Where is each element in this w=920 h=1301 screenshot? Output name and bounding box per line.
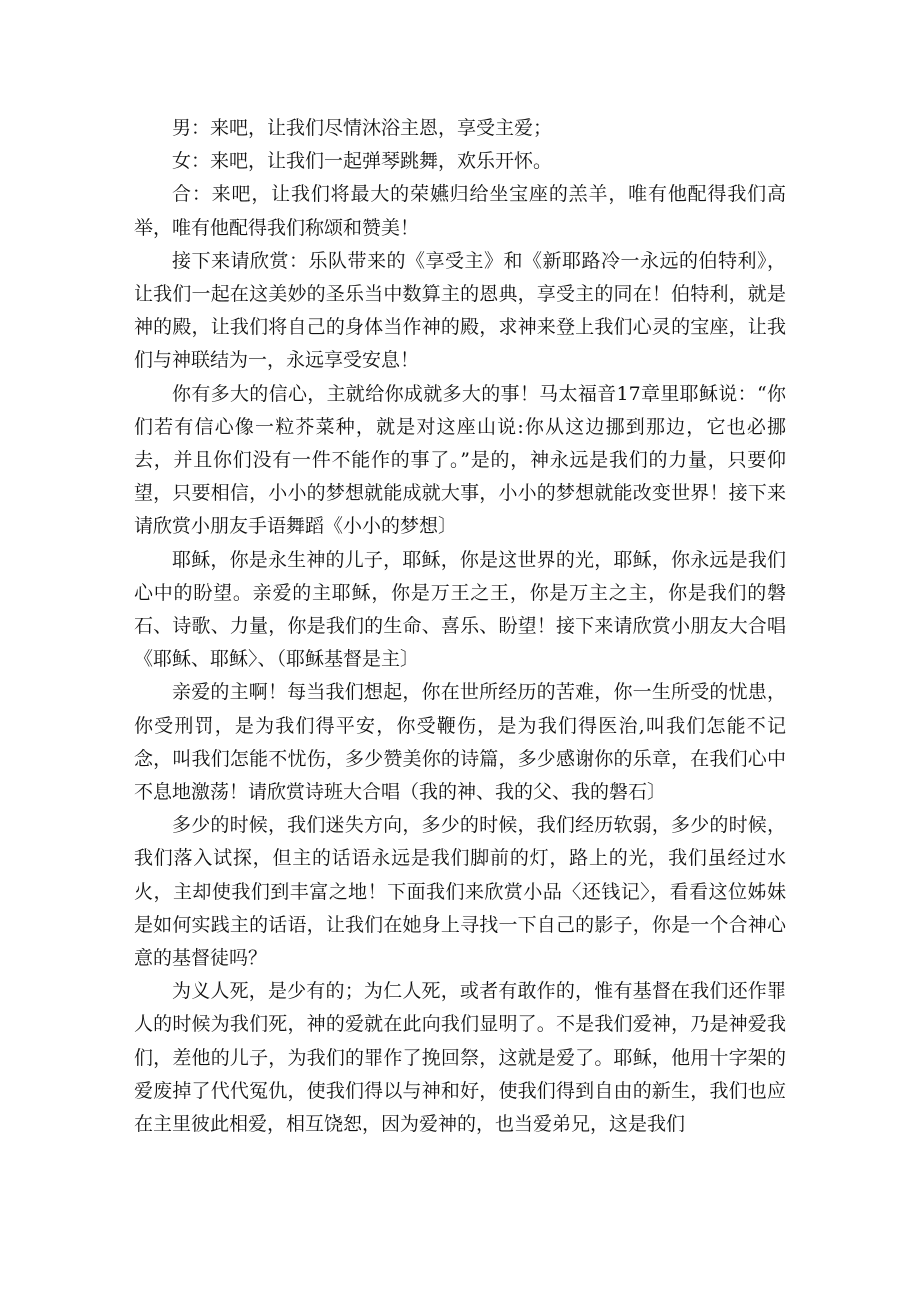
document-page: [134, 112, 786, 1141]
paragraph-female-line: 女：来吧，让我们一起弹琴跳舞，欢乐开怀。: [172, 150, 553, 173]
paragraph-love-intro: 为义人死，是少有的；为仁人死，或者有敢作的，惟有基督在我们还作罪人的时候为我们死，神的爱就在此向我们显明了。不是我们爱神，乃是神爱我们，差他的儿子，为我们的罪作了挽回祭，这就是爱了。耶稣，他用十字架的爱废掉了代代冤仇，使我们得以与神和好，使我们得到自由的新生，我们也应在主里彼此相爱，相互饶恕，因为爱神的，也当爱弟兄，这是我们: [134, 980, 786, 1136]
paragraph-faith-intro: 你有多大的信心，主就给你成就多大的事！马太福音17章里耶稣说：“你们若有信心像一粒芥菜种，就是对这座山说:你从这边挪到那边，它也必挪去，并且你们没有一件不能作的事了。”是的，神永远是我们的力量，只要仰望，只要相信，小小的梦想就能成就大事，小小的梦想就能改变世界！接下来请欣赏小朋友手语舞蹈《小小的梦想〕: [134, 382, 786, 538]
paragraph-skit-intro: 多少的时候，我们迷失方向，多少的时候，我们经历软弱，多少的时候，我们落入试探，但主的话语永远是我们脚前的灯，路上的光，我们虽经过水火，主却使我们到丰富之地！下面我们来欣赏小品〈还钱记〉，看看这位姊妹是如何实践主的话语，让我们在她身上寻找一下自己的影子，你是一个合神心意的基督徒吗？: [134, 814, 786, 970]
paragraph-together-line: 合：来吧，让我们将最大的荣嬿归给坐宝座的羔羊，唯有他配得我们高举，唯有他配得我们称颂和赞美！: [134, 183, 786, 239]
paragraph-male-line: 男：来吧，让我们尽情沐浴主恩，享受主爱；: [172, 117, 553, 139]
paragraph-band-intro: 接下来请欣赏：乐队带来的《享受主》和《新耶路冷一永远的伯特利》，让我们一起在这美妙的圣乐当中数算主的恩典，享受主的同在！伯特利，就是神的殿，让我们将自己的身体当作神的殿，求神来登上我们心灵的宝座，让我们与神联结为一，永远享受安息！: [134, 249, 786, 372]
paragraph-choir-intro: 亲爱的主啊！每当我们想起，你在世所经历的苦难，你一生所受的忧患，你受刑罚，是为我们得平安，你受鞭伤，是为我们得医治,叫我们怎能不记念，叫我们怎能不忧伤，多少赞美你的诗篇，多少感谢你的乐章，在我们心中不息地激荡！请欣赏诗班大合唱（我的神、我的父、我的磐石〕: [134, 681, 786, 804]
paragraph-jesus-intro: 耶稣，你是永生神的儿子，耶稣，你是这世界的光，耶稣，你永远是我们心中的盼望。亲爱的主耶稣，你是万王之王，你是万主之主，你是我们的磐石、诗歌、力量，你是我们的生命、喜乐、盼望！接下来请欣赏小朋友大合唱《耶稣、耶稣〉、（耶稣基督是主〕: [134, 548, 786, 671]
